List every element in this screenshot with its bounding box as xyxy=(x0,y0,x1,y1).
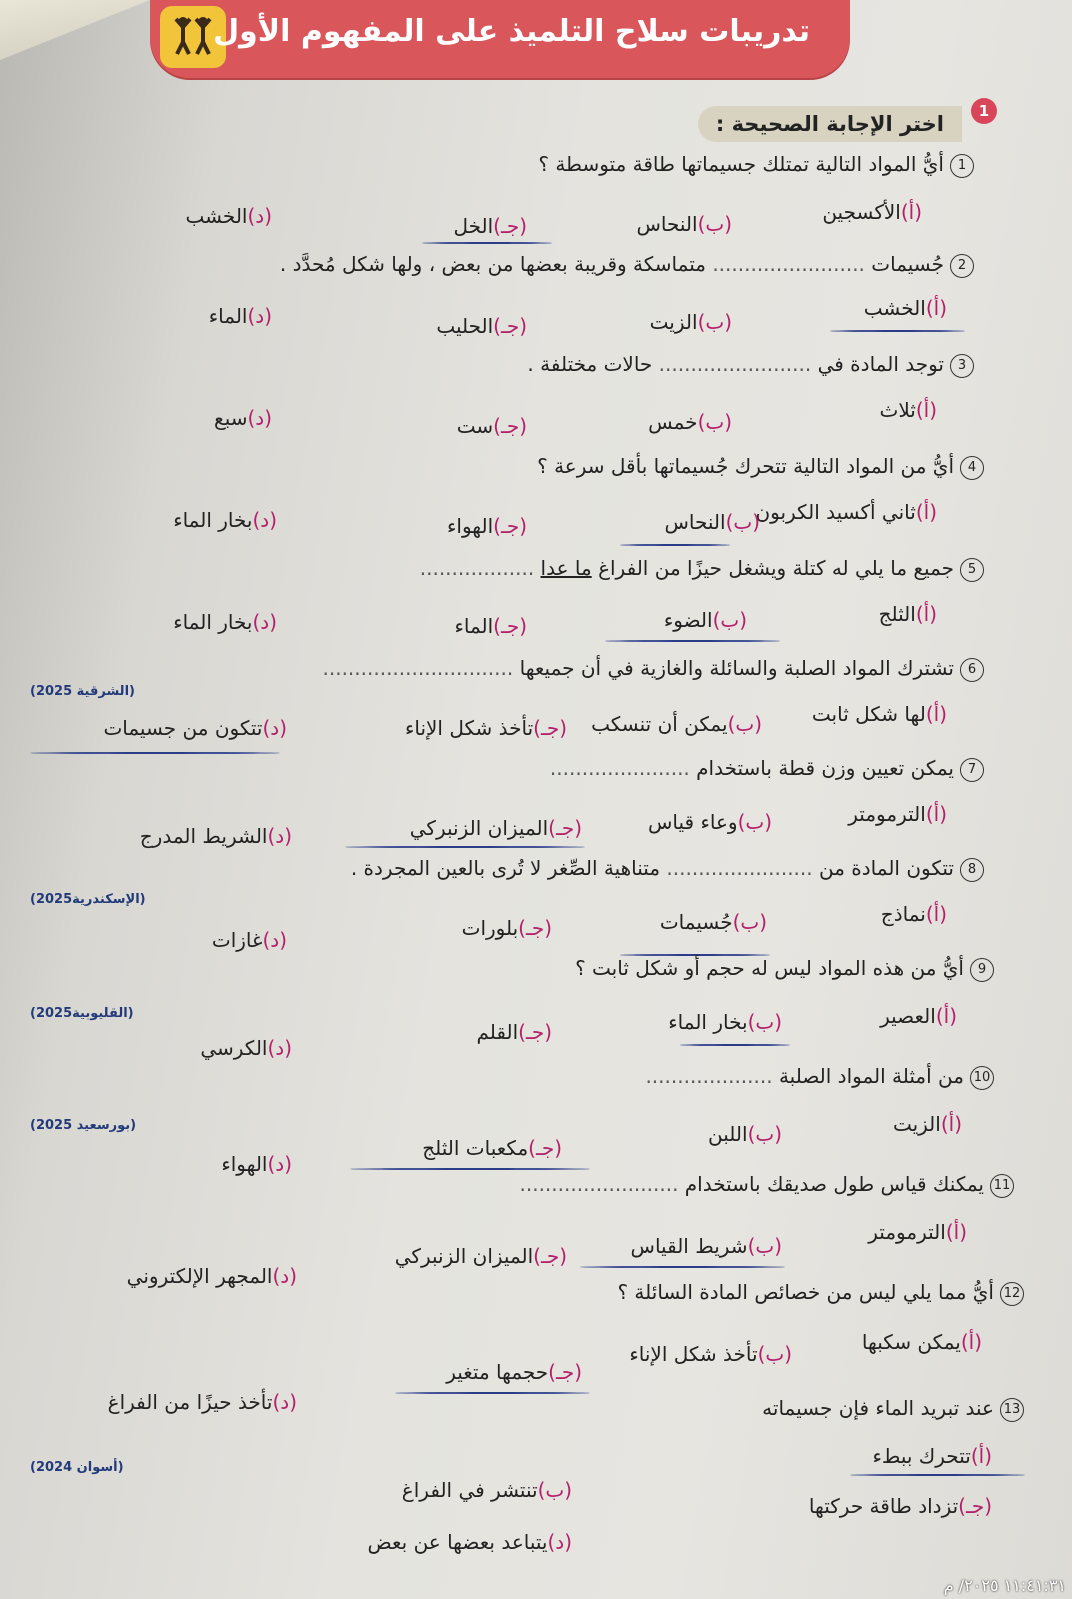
option-c[interactable]: (جـ)الهواء xyxy=(447,514,527,538)
question-5: 5جميع ما يلي له كتلة ويشغل حيزًا من الفراغ ما عدا .................. xyxy=(420,556,984,582)
option-c[interactable]: (جـ)الماء xyxy=(454,614,527,638)
option-a[interactable]: (أ)لها شكل ثابت xyxy=(811,702,947,726)
option-d[interactable]: (د)الشريط المدرج xyxy=(139,824,292,848)
option-a[interactable]: (أ)الأكسجين xyxy=(822,200,922,224)
photo-timestamp: ١١:٤١:٣١ ٢٠٢٥/ م xyxy=(943,1576,1066,1595)
option-c[interactable]: (جـ)الخل xyxy=(453,214,527,238)
option-b[interactable]: (ب)جُسيمات xyxy=(659,910,767,934)
question-2: 2جُسيمات ........................ متماسكة وقريبة بعضها من بعض ، ولها شكل مُحدَّد . xyxy=(280,252,974,278)
question-4: 4أيُّ من المواد التالية تتحرك جُسيماتها بأقل سرعة ؟ xyxy=(537,454,984,480)
option-d[interactable]: (د)تتكون من جسيمات xyxy=(103,716,287,740)
option-c[interactable]: (جـ)تأخذ شكل الإناء xyxy=(404,716,567,740)
option-a[interactable]: (أ)يمكن سكبها xyxy=(861,1330,982,1354)
question-10: 10من أمثلة المواد الصلبة .................... xyxy=(645,1064,994,1090)
question-3: 3توجد المادة في ........................ حالات مختلفة . xyxy=(527,352,974,378)
option-a[interactable]: (أ)الثلج xyxy=(878,602,937,626)
option-a[interactable]: (أ)ثاني أكسيد الكربون xyxy=(755,500,937,524)
section-instruction: اختر الإجابة الصحيحة : xyxy=(698,106,962,142)
option-d[interactable]: (د)الكرسي xyxy=(200,1036,292,1060)
option-d[interactable]: (د)المجهر الإلكتروني xyxy=(126,1264,297,1288)
question-text: أيُّ المواد التالية تمتلك جسيماتها طاقة متوسطة ؟ xyxy=(538,152,944,176)
source-region: (القليوبية2025) xyxy=(30,1006,134,1021)
option-c[interactable]: (جـ)الحليب xyxy=(436,314,527,338)
pen-underline xyxy=(680,1044,790,1046)
option-d[interactable]: (د)الهواء xyxy=(221,1152,292,1176)
option-b[interactable]: (ب)بخار الماء xyxy=(668,1010,782,1034)
option-b[interactable]: (ب)تنتشر في الفراغ xyxy=(401,1478,572,1502)
option-d[interactable]: (د)بخار الماء xyxy=(173,610,277,634)
option-a[interactable]: (أ)نماذج xyxy=(880,902,947,926)
option-c[interactable]: (جـ)الميزان الزنبركي xyxy=(394,1244,567,1268)
option-b[interactable]: (ب)يمكن أن تنسكب xyxy=(591,712,762,736)
pen-underline xyxy=(422,242,552,244)
question-12: 12أيُّ مما يلي ليس من خصائص المادة السائلة ؟ xyxy=(617,1280,1024,1306)
pen-underline xyxy=(850,1474,1025,1476)
option-d[interactable]: (د)الخشب xyxy=(185,204,272,228)
source-region: (بورسعيد 2025) xyxy=(30,1118,137,1133)
option-a[interactable]: (أ)العصير xyxy=(880,1004,957,1028)
pen-underline xyxy=(395,1392,590,1394)
option-d[interactable]: (د)غازات xyxy=(211,928,287,952)
option-b[interactable]: (ب)شريط القياس xyxy=(630,1234,782,1258)
pen-underline xyxy=(345,846,585,848)
question-9: 9أيُّ من هذه المواد ليس له حجم أو شكل ثابت ؟ xyxy=(575,956,994,982)
pen-underline xyxy=(350,1168,590,1170)
option-b[interactable]: (ب)خمس xyxy=(648,410,732,434)
option-a[interactable]: (أ)تتحرك ببطء xyxy=(872,1444,992,1468)
option-b[interactable]: (ب)الزيت xyxy=(649,310,732,334)
option-a[interactable]: (أ)الزيت xyxy=(892,1112,962,1136)
pen-underline xyxy=(620,544,730,546)
question-1 xyxy=(538,152,974,178)
option-b[interactable]: (ب)النحاس xyxy=(664,510,760,534)
option-c[interactable]: (جـ)الميزان الزنبركي xyxy=(409,816,582,840)
option-c[interactable]: (جـ)حجمها متغير xyxy=(446,1360,582,1384)
option-c[interactable]: (جـ)بلورات xyxy=(461,916,552,940)
option-a[interactable]: (أ)الترمومتر xyxy=(868,1220,967,1244)
option-b[interactable]: (ب)تأخذ شكل الإناء xyxy=(629,1342,792,1366)
option-a[interactable]: (أ)الترمومتر xyxy=(848,802,947,826)
pen-underline xyxy=(605,640,780,642)
option-d[interactable]: (د)تأخذ حيزًا من الفراغ xyxy=(107,1390,297,1414)
pen-underline xyxy=(580,1266,785,1268)
pen-underline xyxy=(830,330,965,332)
option-c[interactable]: (جـ)تزداد طاقة حركتها xyxy=(808,1494,992,1518)
title-banner xyxy=(150,0,850,78)
option-d[interactable]: (د)بخار الماء xyxy=(173,508,277,532)
option-c[interactable]: (جـ)مكعبات الثلج xyxy=(422,1136,562,1160)
source-region: (الإسكندرية2025) xyxy=(30,892,146,907)
option-d[interactable]: (د)يتباعد بعضها عن بعض xyxy=(367,1530,572,1554)
page-curl xyxy=(0,0,150,60)
question-13: 13عند تبريد الماء فإن جسيماته xyxy=(762,1396,1024,1422)
pen-underline xyxy=(30,752,280,754)
question-7: 7يمكن تعيين وزن قطة باستخدام ...................... xyxy=(550,756,984,782)
question-6: 6تشترك المواد الصلبة والسائلة والغازية في أن جميعها .............................. xyxy=(323,656,985,682)
page-title: تدريبات سلاح التلميذ على المفهوم الأول xyxy=(213,14,810,49)
section-number-badge: 1 xyxy=(971,98,997,124)
option-a[interactable]: (أ)الخشب xyxy=(863,296,947,320)
option-d[interactable]: (د)سبع xyxy=(214,406,272,430)
option-d[interactable]: (د)الماء xyxy=(208,304,272,328)
option-b[interactable]: (ب)اللبن xyxy=(708,1122,782,1146)
option-b[interactable]: (ب)النحاس xyxy=(636,212,732,236)
question-number: 1 xyxy=(950,154,974,178)
option-a[interactable]: (أ)ثلاث xyxy=(879,398,937,422)
option-b[interactable]: (ب)الضوء xyxy=(663,608,747,632)
question-11: 11يمكنك قياس طول صديقك باستخدام ......................... xyxy=(520,1172,1015,1198)
source-region: (أسوان 2024) xyxy=(30,1460,124,1475)
option-c[interactable]: (جـ)القلم xyxy=(476,1020,552,1044)
source-region: (الشرقية 2025) xyxy=(30,684,135,699)
option-c[interactable]: (جـ)ست xyxy=(456,414,527,438)
question-8: 8تتكون المادة من ....................... متناهية الصِّغر لا تُرى بالعين المجردة . xyxy=(351,856,984,882)
option-b[interactable]: (ب)وعاء قياس xyxy=(648,810,772,834)
